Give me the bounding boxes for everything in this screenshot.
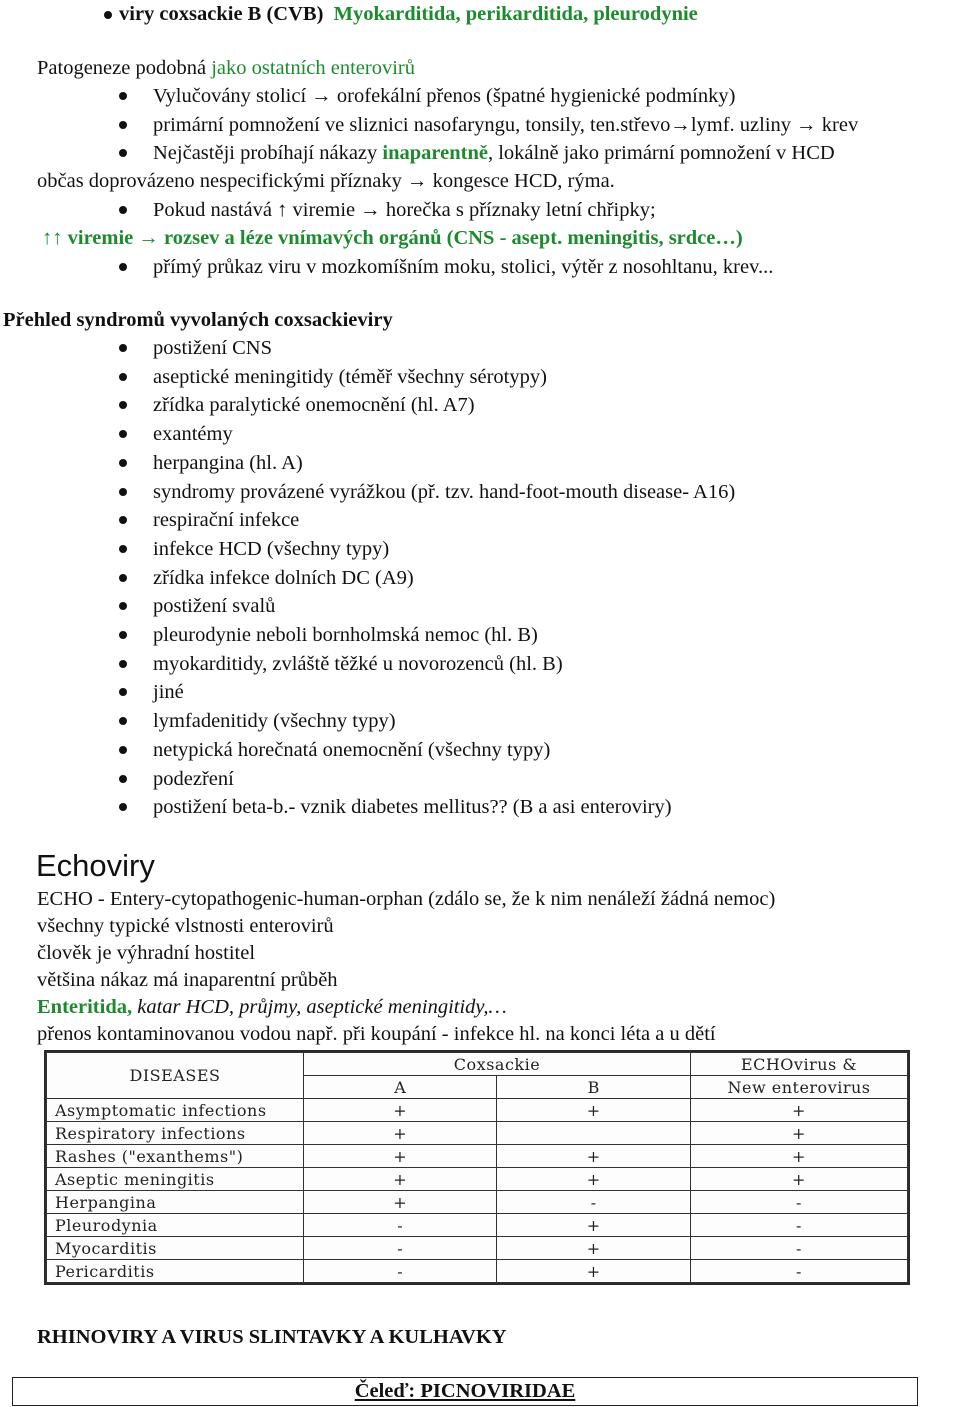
disease-table — [46, 1052, 908, 1283]
echo-line-5 — [37, 994, 507, 1020]
syndrome-item: zřídka infekce dolních DC (A9) — [153, 567, 414, 589]
syndrome-item: infekce HCD (všechny typy) — [153, 538, 390, 560]
header-echo-2: New enterovirus — [691, 1076, 908, 1099]
bullet — [119, 574, 127, 582]
echo-cell: + — [691, 1145, 908, 1168]
header-b: B — [497, 1076, 691, 1099]
echo-line-3: člověk je výhradní hostitel — [37, 942, 256, 964]
coxsackie-b-cell: - — [497, 1191, 691, 1214]
syndrome-item: pleurodynie neboli bornholmská nemoc (hl. B) — [153, 624, 538, 646]
syndrome-item: postižení beta-b.- vznik diabetes mellitus?? (B a asi enteroviry) — [153, 796, 672, 818]
echo-line-1: ECHO - Entery-cytopathogenic-human-orphan (zdálo se, že k nim nenáleží žádná nemoc) — [37, 888, 776, 910]
syndromes-heading: Přehled syndromů vyvolaných coxsackieviry — [3, 309, 393, 331]
bullet — [119, 373, 127, 381]
bullet — [119, 121, 127, 129]
syndrome-item: respirační infekce — [153, 509, 300, 531]
coxsackie-b-cell: + — [497, 1145, 691, 1168]
top-item — [119, 1, 698, 27]
echo-cell: + — [691, 1168, 908, 1191]
bullet — [119, 488, 127, 496]
disease-cell: Asymptomatic infections — [47, 1099, 304, 1122]
footer-box — [12, 1377, 918, 1406]
rhino-heading: RHINOVIRY A VIRUS SLINTAVKY A KULHAVKY — [37, 1326, 507, 1348]
top-item-label: viry coxsackie B (CVB) — [119, 3, 324, 25]
intro-prefix: Patogeneze podobná — [37, 57, 212, 79]
intro-green: jako ostatních enterovirů — [211, 57, 416, 79]
echo-cell: + — [691, 1099, 908, 1122]
syndrome-item: aseptické meningitidy (téměř všechny sérotypy) — [153, 366, 547, 388]
syndrome-item: myokarditidy, zvláště těžké u novorozenců (hl. B) — [153, 653, 563, 675]
table-row — [47, 1099, 908, 1122]
bullet — [119, 803, 127, 811]
bullet — [119, 92, 127, 100]
coxsackie-a-cell: + — [304, 1099, 497, 1122]
bullet — [119, 717, 127, 725]
syndrome-item: postižení CNS — [153, 337, 273, 359]
coxsackie-a-cell: - — [304, 1214, 497, 1237]
syndrome-item: syndromy provázené vyrážkou (př. tzv. hand-foot-mouth disease- A16) — [153, 481, 736, 503]
table-header-row — [47, 1053, 908, 1076]
coxsackie-a-cell: + — [304, 1168, 497, 1191]
patho-bullet-3-cont: občas doprovázeno nespecifickými příznaky → kongesce HCD, rýma. — [37, 170, 615, 192]
patho-bullet-4-cont: ↑↑ viremie → rozsev a léze vnímavých orgánů (CNS - asept. meningitis, srdce…) — [42, 227, 743, 249]
table-row — [47, 1168, 908, 1191]
table-row — [47, 1122, 908, 1145]
bullet — [119, 660, 127, 668]
disease-cell: Pericarditis — [47, 1260, 304, 1283]
header-coxsackie: Coxsackie — [304, 1053, 691, 1076]
header-diseases: DISEASES — [47, 1053, 304, 1099]
echo-cell: - — [691, 1237, 908, 1260]
disease-table-image — [44, 1050, 910, 1285]
echo-cell: - — [691, 1191, 908, 1214]
bullet — [119, 631, 127, 639]
bullet — [119, 516, 127, 524]
coxsackie-b-cell — [497, 1122, 691, 1145]
bullet — [119, 688, 127, 696]
b3-suffix: , lokálně jako primární pomnožení v HCD — [487, 142, 835, 164]
patho-bullet-1: Vylučovány stolicí → orofekální přenos (špatné hygienické podmínky) — [153, 85, 736, 107]
bullet — [119, 775, 127, 783]
coxsackie-a-cell: + — [304, 1145, 497, 1168]
echo-cell: + — [691, 1122, 908, 1145]
patho-bullet-4: Pokud nastává ↑ viremie → horečka s příznaky letní chřipky; — [153, 199, 656, 221]
syndrome-item: postižení svalů — [153, 595, 276, 617]
coxsackie-a-cell: + — [304, 1122, 497, 1145]
coxsackie-a-cell: + — [304, 1191, 497, 1214]
bullet — [119, 545, 127, 553]
bullet — [119, 344, 127, 352]
pathogenesis-intro — [37, 55, 415, 81]
bullet — [119, 746, 127, 754]
echo-line-6: přenos kontaminovanou vodou např. při koupání - infekce hl. na konci léta a u dětí — [37, 1023, 716, 1045]
disease-cell: Respiratory infections — [47, 1122, 304, 1145]
bullet — [119, 459, 127, 467]
patho-bullet-2: primární pomnožení ve sliznici nasofaryngu, tonsily, ten.střevo→lymf. uzliny → krev — [153, 114, 859, 136]
patho-bullet-3 — [153, 140, 835, 166]
syndrome-item: jiné — [153, 681, 184, 703]
echo-l5-green: Enteritida, — [37, 996, 133, 1018]
bullet — [119, 263, 127, 271]
echo-cell: - — [691, 1260, 908, 1283]
disease-cell: Myocarditis — [47, 1237, 304, 1260]
bullet — [119, 430, 127, 438]
b3-prefix: Nejčastěji probíhají nákazy — [153, 142, 383, 164]
coxsackie-b-cell: + — [497, 1237, 691, 1260]
table-row — [47, 1214, 908, 1237]
header-echo-1: ECHOvirus & — [691, 1053, 908, 1076]
bullet — [119, 206, 127, 214]
table-row — [47, 1260, 908, 1283]
b3-green: inaparentně — [382, 142, 488, 164]
coxsackie-b-cell: + — [497, 1214, 691, 1237]
syndrome-item: zřídka paralytické onemocnění (hl. A7) — [153, 394, 475, 416]
table-row — [47, 1145, 908, 1168]
coxsackie-b-cell: + — [497, 1260, 691, 1283]
disease-cell: Aseptic meningitis — [47, 1168, 304, 1191]
disease-cell: Pleurodynia — [47, 1214, 304, 1237]
echo-line-2: všechny typické vlstnosti enterovirů — [37, 915, 334, 937]
syndrome-item: netypická horečnatá onemocnění (všechny typy) — [153, 739, 551, 761]
bullet — [119, 149, 127, 157]
bullet — [119, 602, 127, 610]
patho-bullet-5: přímý průkaz viru v mozkomíšním moku, stolici, výtěr z nosohltanu, krev... — [153, 256, 774, 278]
table-row — [47, 1191, 908, 1214]
top-item-green: Myokarditida, perikarditida, pleurodynie — [333, 3, 698, 25]
coxsackie-a-cell: - — [304, 1237, 497, 1260]
coxsackie-b-cell: + — [497, 1099, 691, 1122]
bullet — [119, 401, 127, 409]
table-row — [47, 1237, 908, 1260]
syndrome-item: exantémy — [153, 423, 233, 445]
disease-cell: Rashes ("exanthems") — [47, 1145, 304, 1168]
syndrome-item: herpangina (hl. A) — [153, 452, 303, 474]
bullet-top — [104, 11, 112, 19]
coxsackie-b-cell: + — [497, 1168, 691, 1191]
header-a: A — [304, 1076, 497, 1099]
syndrome-item: podezření — [153, 768, 234, 790]
syndrome-item: lymfadenitidy (všechny typy) — [153, 710, 396, 732]
disease-cell: Herpangina — [47, 1191, 304, 1214]
footer-title: Čeleď: PICNOVIRIDAE — [354, 1380, 576, 1402]
echo-heading: Echoviry — [36, 848, 155, 883]
echo-line-4: většina nákaz má inaparentní průběh — [37, 969, 338, 991]
coxsackie-a-cell: - — [304, 1260, 497, 1283]
echo-l5-ital: katar HCD, průjmy, aseptické meningitidy,… — [132, 996, 507, 1018]
echo-cell: - — [691, 1214, 908, 1237]
